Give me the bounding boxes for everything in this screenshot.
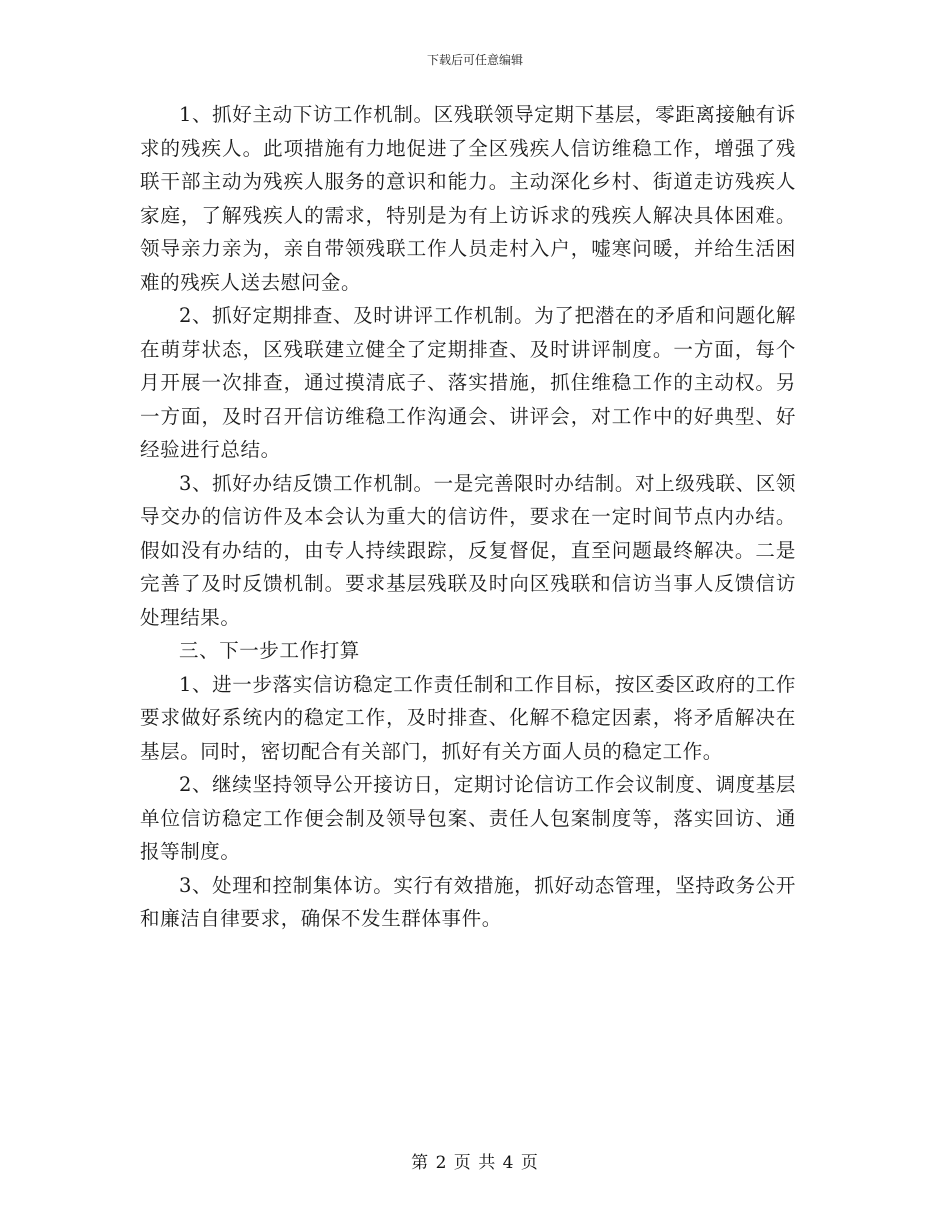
paragraph-mechanism-visits: 1、抓好主动下访工作机制。区残联领导定期下基层，零距离接触有诉求的残疾人。此项措施有力地促进了全区残疾人信访维稳工作，增强了残联干部主动为残疾人服务的意识和能力。主动深化乡村、街道走访残疾人家庭，了解残疾人的需求，特别是为有上访诉求的残疾人解决具体困难。领导亲力亲为，亲自带领残联工作人员走村入户，嘘寒问暖，并给生活困难的残疾人送去慰问金。 [140, 103, 796, 294]
section-heading-next-steps: 三、下一步工作打算 [179, 639, 360, 662]
paragraph-plan-reception: 2、继续坚持领导公开接访日，定期讨论信访工作会议制度、调度基层单位信访稳定工作便会制及领导包案、责任人包案制度等，落实回访、通报等制度。 [140, 773, 796, 863]
paragraph-plan-responsibility: 1、进一步落实信访稳定工作责任制和工作目标，按区委区政府的工作要求做好系统内的稳定工作，及时排查、化解不稳定因素，将矛盾解决在基层。同时，密切配合有关部门，抓好有关方面人员的稳定工作。 [140, 672, 796, 763]
paragraph-mechanism-review: 2、抓好定期排查、及时讲评工作机制。为了把潜在的矛盾和问题化解在萌芽状态，区残联建立健全了定期排查、及时讲评制度。一方面，每个月开展一次排查，通过摸清底子、落实措施，抓住维稳工作的主动权。另一方面，及时召开信访维稳工作沟通会、讲评会，对工作中的好典型、好经验进行总结。 [140, 304, 796, 461]
paragraph-plan-collective: 3、处理和控制集体访。实行有效措施，抓好动态管理，坚持政务公开和廉洁自律要求，确保不发生群体事件。 [140, 873, 796, 930]
document-body [140, 98, 796, 936]
page-number: 第 2 页 共 4 页 [411, 1153, 539, 1173]
page-header-note: 下载后可任意编辑 [426, 53, 523, 67]
paragraph-mechanism-feedback: 3、抓好办结反馈工作机制。一是完善限时办结制。对上级残联、区领导交办的信访件及本会认为重大的信访件，要求在一定时间节点内办结。假如没有办结的，由专人持续跟踪，反复督促，直至问题最终解决。二是完善了及时反馈机制。要求基层残联及时向区残联和信访当事人反馈信访处理结果。 [140, 471, 796, 629]
